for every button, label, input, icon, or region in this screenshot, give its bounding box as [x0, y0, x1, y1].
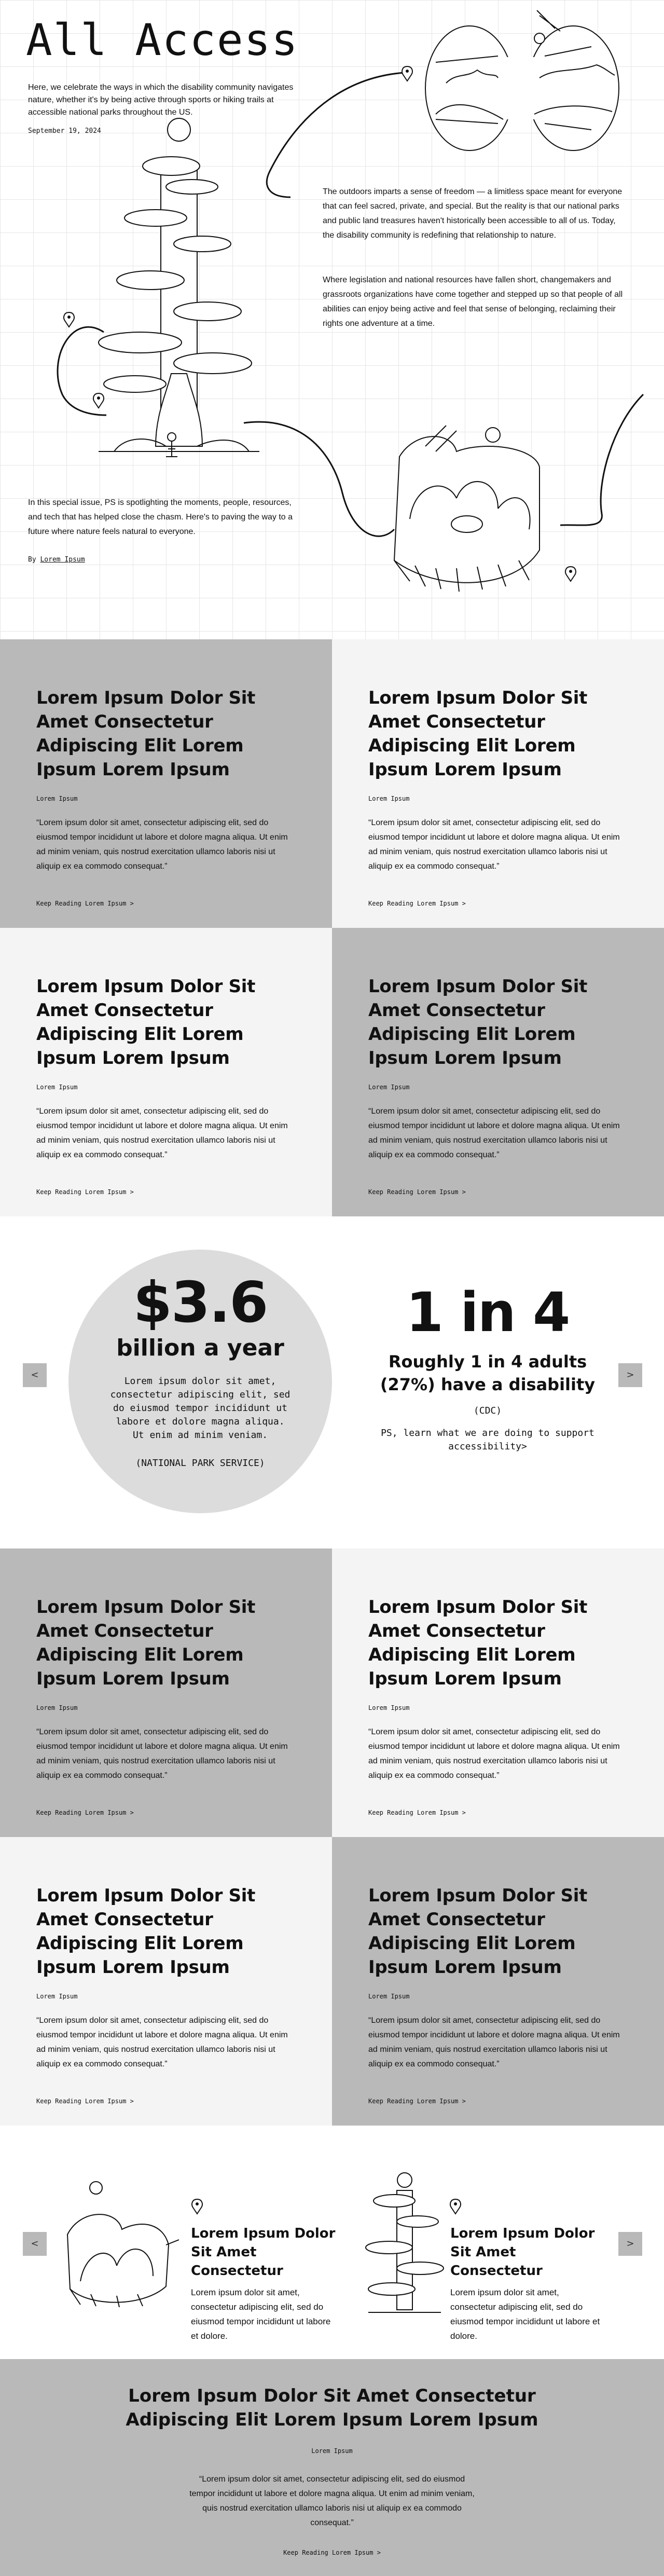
location-pin-icon — [449, 2198, 462, 2216]
keep-reading-link[interactable]: Keep Reading Lorem Ipsum > — [36, 1809, 134, 1816]
stat-description: Roughly 1 in 4 adults (27%) have a disability — [380, 1352, 596, 1394]
story-title: Lorem Ipsum Dolor Sit Amet Consectetur Adipiscing Elit Lorem Ipsum Lorem Ipsum — [36, 688, 256, 780]
story-quote: “Lorem ipsum dolor sit amet, consectetur adipiscing elit, sed do eiusmod tempor incididunt ut labore et dolore magna aliqua. Ut enim ad minim veniam, quis nostrud exercitation ullamco laboris nisi ut aliquip ex ea commodo consequat.” — [368, 1728, 620, 1780]
story-author: Lorem Ipsum — [368, 1993, 410, 2000]
accessibility-link[interactable]: PS, learn what we are doing to support accessibility> — [381, 1428, 594, 1452]
byline-author-link[interactable]: Lorem Ipsum — [40, 556, 85, 564]
location-pin-icon — [64, 312, 74, 327]
story-card — [332, 928, 664, 1216]
story-title: Lorem Ipsum Dolor Sit Amet Consectetur Adipiscing Elit Lorem Ipsum Lorem Ipsum — [368, 1885, 588, 1978]
story-quote: “Lorem ipsum dolor sit amet, consectetur adipiscing elit, sed do eiusmod tempor incididunt ut labore et dolore magna aliqua. Ut enim ad minim veniam, quis nostrud exercitation ullamco laboris nisi ut aliquip ex ea commodo consequat.” — [368, 2016, 620, 2068]
carousel-slide — [191, 2224, 336, 2344]
location-pin-icon — [402, 66, 412, 81]
tree-illustration — [99, 118, 259, 457]
stat-value: $3.6 — [133, 1270, 268, 1335]
story-title: Lorem Ipsum Dolor Sit Amet Consectetur Adipiscing Elit Lorem Ipsum Lorem Ipsum — [36, 976, 256, 1068]
story-card — [0, 639, 332, 928]
stat-block — [374, 1281, 602, 1454]
stat-value: 1 in 4 — [406, 1281, 570, 1344]
destinations-carousel — [0, 2126, 664, 2359]
stat-unit: billion a year — [116, 1335, 284, 1361]
story-grid-top — [0, 639, 664, 1216]
slide-title: Lorem Ipsum Dolor Sit Amet Consectetur — [191, 2226, 336, 2279]
story-title: Lorem Ipsum Dolor Sit Amet Consectetur Adipiscing Elit Lorem Ipsum Lorem Ipsum — [36, 1597, 256, 1689]
location-pin-icon — [191, 2198, 203, 2216]
binoculars-illustration — [425, 10, 619, 150]
keep-reading-link[interactable]: Keep Reading Lorem Ipsum > — [283, 2549, 381, 2556]
story-card — [0, 1549, 332, 1837]
feature-author: Lorem Ipsum — [311, 2447, 353, 2455]
story-quote: “Lorem ipsum dolor sit amet, consectetur adipiscing elit, sed do eiusmod tempor incididunt ut labore et dolore magna aliqua. Ut enim ad minim veniam, quis nostrud exercitation ullamco laboris nisi ut aliquip ex ea commodo consequat.” — [36, 1728, 288, 1780]
tropical-plant-illustration — [394, 426, 540, 592]
story-author: Lorem Ipsum — [36, 795, 78, 802]
byline-prefix: By — [28, 556, 36, 564]
story-quote: “Lorem ipsum dolor sit amet, consectetur adipiscing elit, sed do eiusmod tempor incididunt ut labore et dolore magna aliqua. Ut enim ad minim veniam, quis nostrud exercitation ullamco laboris nisi ut aliquip ex ea commodo consequat.” — [36, 2016, 288, 2068]
story-quote: “Lorem ipsum dolor sit amet, consectetur adipiscing elit, sed do eiusmod tempor incididunt ut labore et dolore magna aliqua. Ut enim ad minim veniam, quis nostrud exercitation ullamco laboris nisi ut aliquip ex ea commodo consequat.” — [36, 818, 288, 871]
keep-reading-link[interactable]: Keep Reading Lorem Ipsum > — [368, 1188, 466, 1196]
stats-carousel — [0, 1216, 664, 1549]
page-title: All Access — [26, 15, 299, 65]
story-author: Lorem Ipsum — [368, 1084, 410, 1091]
publish-date: September 19, 2024 — [28, 127, 101, 135]
keep-reading-link[interactable]: Keep Reading Lorem Ipsum > — [36, 900, 134, 907]
keep-reading-link[interactable]: Keep Reading Lorem Ipsum > — [36, 1188, 134, 1196]
location-pin-icon — [93, 393, 104, 408]
story-author: Lorem Ipsum — [36, 1704, 78, 1711]
story-title: Lorem Ipsum Dolor Sit Amet Consectetur Adipiscing Elit Lorem Ipsum Lorem Ipsum — [368, 688, 588, 780]
hero-paragraph-1: The outdoors imparts a sense of freedom — a limitless space meant for everyone that can feel sacred, private, and special. But the reality is that our national parks and public land treasures haven't historically been accessible to all of us. Today, the disability community is redefining that relationship to nature. — [323, 187, 622, 240]
hero-paragraph-2: Where legislation and national resources have fallen short, changemakers and grassroots organizations have come together and stepped up so that people of all abilities can enjoy being active and feel that sense of belonging, reclaiming their rights one adventure at a time. — [323, 276, 623, 328]
story-author: Lorem Ipsum — [368, 795, 410, 802]
story-quote: “Lorem ipsum dolor sit amet, consectetur adipiscing elit, sed do eiusmod tempor incididunt ut labore et dolore magna aliqua. Ut enim ad minim veniam, quis nostrud exercitation ullamco laboris nisi ut aliquip ex ea commodo consequat.” — [368, 818, 620, 871]
byline — [28, 556, 85, 564]
keep-reading-link[interactable]: Keep Reading Lorem Ipsum > — [36, 2098, 134, 2105]
story-title: Lorem Ipsum Dolor Sit Amet Consectetur Adipiscing Elit Lorem Ipsum Lorem Ipsum — [368, 976, 588, 1068]
story-title: Lorem Ipsum Dolor Sit Amet Consectetur Adipiscing Elit Lorem Ipsum Lorem Ipsum — [36, 1885, 256, 1978]
story-card — [0, 928, 332, 1216]
carousel-prev-button[interactable]: < — [23, 2232, 47, 2256]
stat-source: (NATIONAL PARK SERVICE) — [135, 1458, 265, 1469]
slide-title: Lorem Ipsum Dolor Sit Amet Consectetur — [450, 2226, 595, 2279]
keep-reading-link[interactable]: Keep Reading Lorem Ipsum > — [368, 1809, 466, 1816]
feature-story — [0, 2359, 664, 2576]
stat-description: Lorem ipsum dolor sit amet, consectetur adipiscing elit, sed do eiusmod tempor incididunt ut labore et dolore magna aliqua. Ut enim ad minim veniam. — [110, 1376, 290, 1441]
feature-quote: “Lorem ipsum dolor sit amet, consectetur adipiscing elit, sed do eiusmod tempor incididunt ut labore et dolore magna aliqua. Ut enim ad minim veniam, quis nostrud exercitation ullamco laboris nisi ut aliquip ex ea commodo consequat.” — [189, 2475, 475, 2527]
tropical-plant-illustration — [60, 2177, 179, 2307]
hero-section — [0, 0, 664, 639]
slide-text: Lorem ipsum dolor sit amet, consectetur adipiscing elit, sed do eiusmod tempor incididunt ut labore et dolore. — [191, 2287, 331, 2341]
stats-next-button[interactable]: > — [618, 1363, 642, 1387]
story-card — [332, 1837, 664, 2126]
story-quote: “Lorem ipsum dolor sit amet, consectetur adipiscing elit, sed do eiusmod tempor incididunt ut labore et dolore magna aliqua. Ut enim ad minim veniam, quis nostrud exercitation ullamco laboris nisi ut aliquip ex ea commodo consequat.” — [368, 1107, 620, 1159]
stat-source: (CDC) — [473, 1405, 502, 1416]
carousel-next-button[interactable]: > — [618, 2232, 642, 2256]
hero-intro: Here, we celebrate the ways in which the disability community navigates nature, whether it's by being active through sports or hiking trails at accessible national parks throughout the US. — [28, 83, 294, 117]
story-grid-bottom — [0, 1549, 664, 2126]
keep-reading-link[interactable]: Keep Reading Lorem Ipsum > — [368, 2098, 466, 2105]
connector-line — [560, 394, 643, 525]
story-card — [332, 639, 664, 928]
story-author: Lorem Ipsum — [368, 1704, 410, 1711]
story-card — [0, 1837, 332, 2126]
tree-illustration — [358, 2164, 451, 2320]
stat-circle — [68, 1250, 332, 1513]
carousel-slide — [450, 2224, 601, 2344]
feature-title: Lorem Ipsum Dolor Sit Amet Consectetur Adipiscing Elit Lorem Ipsum Lorem Ipsum — [126, 2386, 538, 2430]
story-author: Lorem Ipsum — [36, 1084, 78, 1091]
story-card — [332, 1549, 664, 1837]
story-title: Lorem Ipsum Dolor Sit Amet Consectetur Adipiscing Elit Lorem Ipsum Lorem Ipsum — [368, 1597, 588, 1689]
story-author: Lorem Ipsum — [36, 1993, 78, 2000]
slide-text: Lorem ipsum dolor sit amet, consectetur adipiscing elit, sed do eiusmod tempor incididunt ut labore et dolore. — [450, 2287, 600, 2341]
hero-paragraph-3: In this special issue, PS is spotlighting the moments, people, resources, and tech that has helped close the chasm. Here's to paving the way to a future where nature feels natural to everyone. — [28, 498, 293, 536]
location-pin-icon — [565, 567, 576, 581]
keep-reading-link[interactable]: Keep Reading Lorem Ipsum > — [368, 900, 466, 907]
stats-prev-button[interactable]: < — [23, 1363, 47, 1387]
story-quote: “Lorem ipsum dolor sit amet, consectetur adipiscing elit, sed do eiusmod tempor incididunt ut labore et dolore magna aliqua. Ut enim ad minim veniam, quis nostrud exercitation ullamco laboris nisi ut aliquip ex ea commodo consequat.” — [36, 1107, 288, 1159]
